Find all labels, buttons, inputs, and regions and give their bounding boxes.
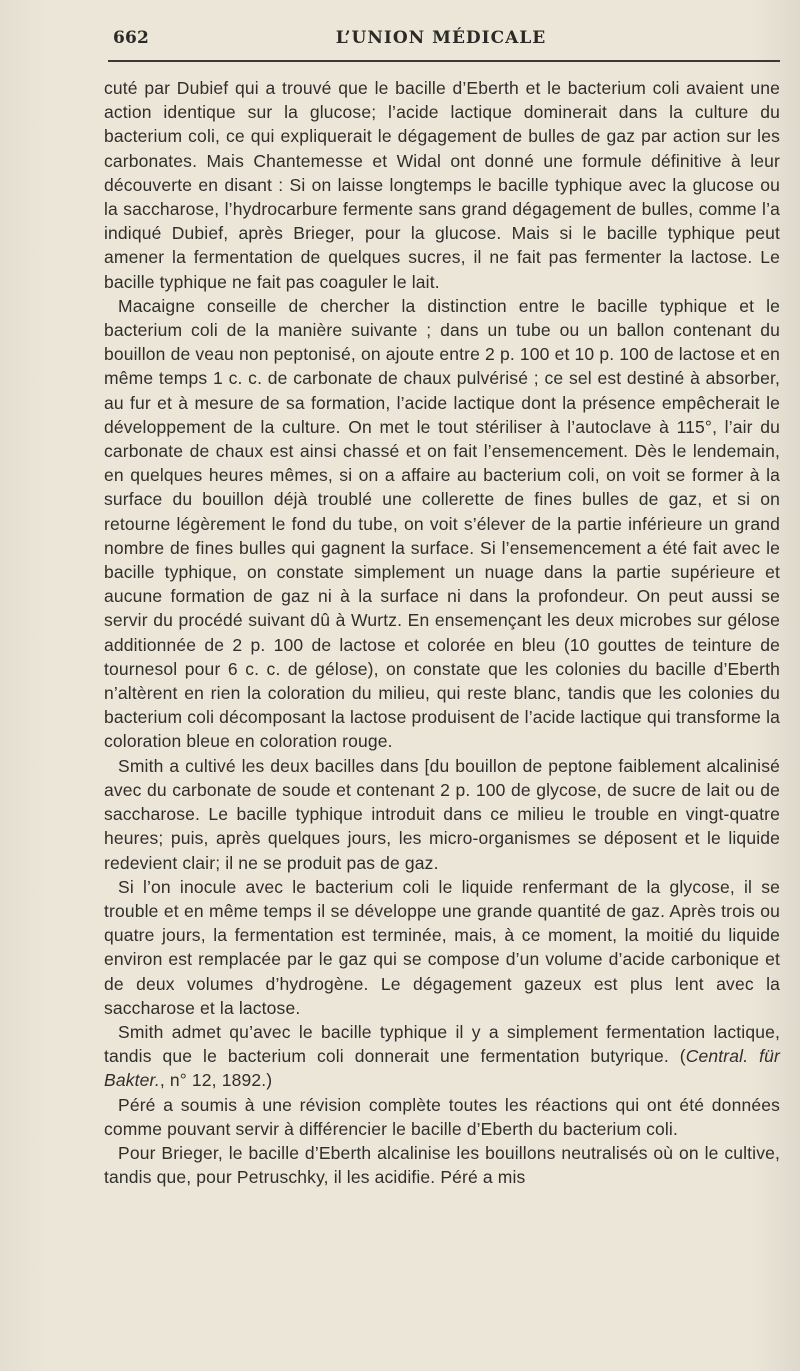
paragraph-1: cuté par Dubief qui a trouvé que le bacille d’Eberth et le bacterium coli avaient une action identique sur la glucose; l’acide lactique dominerait dans la culture du bacterium coli, ce qui expliquerait le dégagement de bulles de gaz par action sur les carbonates. Mais Chantemesse et Widal ont donné une formule définitive à leur découverte en disant : Si on laisse longtemps le bacille typhique avec la glucose ou la saccharose, l’hydrocarbure fermente sans grand dégagement de bulles, comme l’a indiqué Dubief, après Brieger, pour la glucose. Mais si le bacille typhique peut amener la fermentation de quelques sucres, il ne fait pas fermenter la lactose. Le bacille typhique ne fait pas coaguler le lait.: [104, 78, 780, 292]
paragraph-2: Macaigne conseille de chercher la distinction entre le bacille typhique et le bacterium coli de la manière suivante ; dans un tube ou un ballon contenant du bouillon de veau non peptonisé, on ajoute entre 2 p. 100 et 10 p. 100 de lactose et en même temps 1 c. c. de carbonate de chaux pulvérisé ; ce sel est destiné à absorber, au fur et à mesure de sa formation, l’acide lactique dont la présence empêcherait le développement de la culture. On met le tout stériliser à l’autoclave à 115°, l’air du carbonate de chaux est ainsi chassé et on fait l’ensemencement. Dès le lendemain, en quelques heures mêmes, si on a affaire au bacterium coli, on voit se former à la surface du bouillon déjà troublé une collerette de fines bulles de gaz, et si on retourne légèrement le fond du tube, on voit s’élever de la partie inférieure un grand nombre de fines bulles qui gagnent la surface. Si l’ensemencement a été fait avec le bacille typhique, on constate simplement un nuage dans la partie supérieure et aucune formation de gaz ni à la surface ni dans la profondeur. On peut aussi se servir du procédé suivant dû à Wurtz. En ensemençant les deux microbes sur gélose additionnée de 2 p. 100 de lactose et colorée en bleu (10 gouttes de teinture de tournesol pour 6 c. c. de gélose), on constate que les colonies du bacille d’Eberth n’altèrent en rien la coloration du milieu, qui reste blanc, tandis que les colonies du bacterium coli décomposant la lactose produisent de l’acide lactique qui transforme la coloration bleue en coloration rouge.: [104, 295, 780, 752]
paragraph-4: Si l’on inocule avec le bacterium coli le liquide renfermant de la glycose, il se trouble et en même temps il se développe une grande quantité de gaz. Après trois ou quatre jours, la fermentation est terminée, mais, à ce moment, la moitié du liquide environ est remplacée par le gaz qui se compose d’un volume d’acide carbonique et de deux volumes d’hydrogène. Le dégagement gazeux est plus lent avec la saccharose et la lactose.: [104, 876, 780, 1018]
article-body: [104, 76, 780, 1189]
page-number: 662: [113, 28, 150, 48]
header-rule: [108, 60, 780, 62]
paragraph-5: [104, 1020, 780, 1093]
journal-citation: Central. für Bakter.: [104, 1046, 780, 1091]
paragraph-5-text: Smith admet qu’avec le bacille typhique il y a simplement fermentation lactique, tandis que le bacterium coli donnerait une fermentation butyrique. (: [104, 1021, 780, 1067]
paragraph-6: Péré a soumis à une révision complète toutes les réactions qui ont été données comme pouvant servir à différencier le bacille d’Eberth du bacterium coli.: [104, 1094, 780, 1139]
running-title: L’UNION MÉDICALE: [335, 28, 547, 48]
paragraph-7: Pour Brieger, le bacille d’Eberth alcalinise les bouillons neutralisés où on le cultive, tandis que, pour Petruschky, il les acidifie. Péré a mis: [104, 1142, 780, 1188]
page-header: [105, 28, 777, 58]
paragraph-3: Smith a cultivé les deux bacilles dans [du bouillon de peptone faiblement alcalinisé avec du carbonate de soude et contenant 2 p. 100 de glycose, de sucre de lait ou de saccharose. Le bacille typhique introduit dans ce milieu le trouble en vingt-quatre heures; puis, après quelques jours, les micro-organismes se déposent et le liquide redevient clair; il ne se produit pas de gaz.: [104, 755, 780, 873]
paragraph-5-citation-details: , n° 12, 1892.): [159, 1070, 273, 1091]
